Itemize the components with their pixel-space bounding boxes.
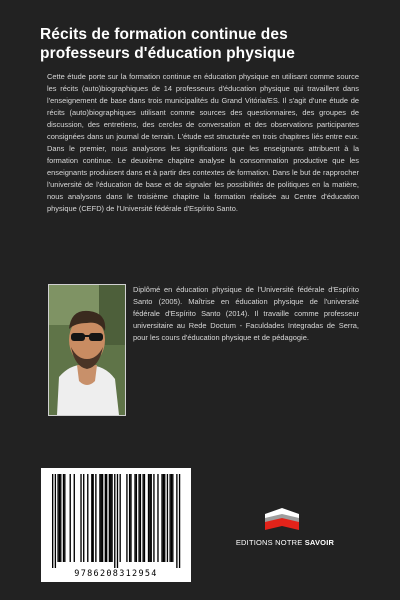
barcode-bar — [134, 474, 135, 562]
author-photo — [48, 284, 126, 416]
barcode-bar — [57, 474, 58, 562]
barcode-bar — [138, 474, 139, 562]
barcode-bar — [55, 474, 56, 568]
barcode-bar — [101, 474, 102, 562]
barcode-bar — [126, 474, 127, 562]
isbn-number: 9786208312954 — [74, 569, 158, 579]
barcode-bar — [179, 474, 180, 568]
barcode-bar — [106, 474, 107, 562]
book-abstract: Cette étude porte sur la formation continue en éducation physique en utilisant comme source les récits (auto)biographiques de 14 professeurs d'éducation physique qui travaillent dans l'enseignement de base dans trois municipalités du Grand Vitória/ES. Il s'agit d'une étude de récits (auto)biographiques utilisant comme sources des questionnaires, des groupes de discussion, des entretiens, des cercles de conversation et des observations participantes consignées dans un journal de terrain. L'étude est structurée en trois chapitres liés entre eux. Dans le premier, nous analysons les significations que les enseignants attribuent à la formation continue. Le deuxième chapitre analyse la consommation productive que les enseignants produisent dans et à partir des contextes de formation. Dans le but de rapprocher l'université de l'éducation de base et de signaler les possibilités de politiques en la matière, nous analysons dans le troisième chapitre la formation réalisée au Centre d'éducation physique (CEFD) de l'Université fédérale d'Espírito Santo. — [47, 72, 359, 213]
author-bio: Diplômé en éducation physique de l'Université fédérale d'Espírito Santo (2005). Maîtrise en éducation physique de l'université fédérale d'Espírito Santo (2014). Il travaille comme professeur universitaire au Rede Doctum - Faculdades Integradas de Serra, pour les cours d'éducation physique et de pédagogie. — [133, 285, 359, 342]
barcode-bar — [151, 474, 152, 562]
barcode-bar — [167, 474, 168, 562]
barcode-bar — [95, 474, 96, 562]
barcode-bar — [80, 474, 81, 562]
barcode-bar — [136, 474, 137, 562]
barcode-bar — [172, 474, 173, 562]
publisher-logo-icon — [263, 502, 301, 532]
barcode-bar — [144, 474, 145, 562]
barcode-bar — [171, 474, 172, 562]
publisher-name-bold: SAVOIR — [304, 538, 335, 547]
barcode-bar — [111, 474, 112, 562]
barcode-bar — [164, 474, 165, 562]
barcode-bar — [130, 474, 131, 562]
barcode-bar — [87, 474, 88, 562]
book-title: Récits de formation continue des professeurs d'éducation physique — [40, 26, 295, 62]
barcode-bar — [129, 474, 130, 562]
barcode-bar — [102, 474, 103, 562]
barcode-bar — [149, 474, 150, 562]
barcode-bar — [163, 474, 164, 562]
barcode-bar — [176, 474, 177, 568]
barcode-bar — [109, 474, 110, 562]
barcode-bar — [161, 474, 162, 562]
barcode-bar — [93, 474, 94, 562]
barcode-bar — [52, 474, 53, 568]
barcode-bar — [99, 474, 100, 562]
barcode-bar — [91, 474, 92, 562]
barcode-bar — [83, 474, 84, 562]
barcode-bar — [117, 474, 118, 568]
barcode-bar — [70, 474, 71, 562]
publisher-name-regular: EDITIONS NOTRE — [235, 538, 303, 547]
barcode-bar — [114, 474, 115, 568]
barcode-bar — [63, 474, 64, 562]
barcode-bar — [142, 474, 143, 562]
barcode-bar — [120, 474, 121, 562]
barcode-bar — [59, 474, 60, 562]
publisher-name — [230, 538, 340, 547]
barcode-bar — [157, 474, 158, 562]
isbn-barcode — [41, 468, 191, 582]
barcode-bar — [153, 474, 154, 562]
barcode-bar — [74, 474, 75, 562]
barcode-bar — [105, 474, 106, 562]
barcode-bar — [140, 474, 141, 562]
barcode-bar — [60, 474, 61, 562]
barcode-bar — [148, 474, 149, 562]
barcode-bar — [64, 474, 65, 562]
barcode-bar — [169, 474, 170, 562]
barcode-bar — [110, 474, 111, 562]
